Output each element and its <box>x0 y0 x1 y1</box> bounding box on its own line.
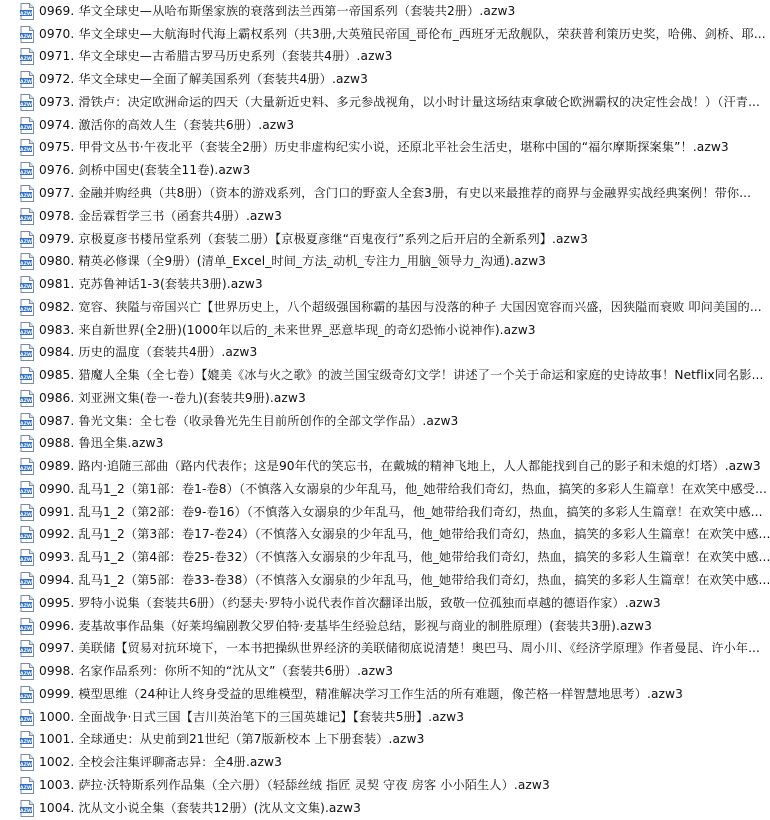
file-row[interactable] <box>0 319 749 342</box>
azw3-file-icon <box>20 299 34 316</box>
azw3-file-icon <box>20 481 34 498</box>
icon-text: AZW <box>20 421 32 427</box>
file-name: 0973. 滑铁卢：决定欧洲命运的四天（大量新近史料、多元参战视角，以小时计量这场结束拿破仑欧洲霸权的决定性会战！）（汗青... <box>39 94 760 109</box>
file-row[interactable] <box>0 433 749 456</box>
file-row[interactable] <box>0 250 749 273</box>
azw3-file-icon <box>20 640 34 657</box>
azw3-file-icon <box>20 3 34 20</box>
file-row[interactable] <box>0 387 749 410</box>
file-name: 0991. 乱马1_2（第2部：卷9-卷16）（不慎落入女溺泉的少年乱马，他_她带给我们奇幻，热血，搞笑的多彩人生篇章！在欢笑中感... <box>39 504 763 519</box>
file-row[interactable] <box>0 137 749 160</box>
file-name: 1001. 全球通史：从史前到21世纪（第7版新校本 上下册套装）.azw3 <box>39 732 425 747</box>
file-name: 0989. 路内·追随三部曲（路内代表作；这是90年代的笑忘书，在戴城的精神飞地上，人人都能找到自己的影子和未熄的灯塔）.azw3 <box>39 459 761 474</box>
azw3-file-icon <box>20 367 34 384</box>
file-row[interactable] <box>0 637 760 660</box>
icon-text: AZW <box>20 307 32 313</box>
icon-text: AZW <box>20 398 32 404</box>
azw3-file-icon <box>20 777 34 794</box>
azw3-file-icon <box>20 162 34 179</box>
icon-text: AZW <box>20 649 32 655</box>
file-name: 0984. 历史的温度（套装共4册）.azw3 <box>39 345 258 360</box>
azw3-file-icon <box>20 754 34 771</box>
azw3-file-icon <box>20 276 34 293</box>
icon-text: AZW <box>20 148 32 154</box>
file-row[interactable] <box>0 23 766 46</box>
azw3-file-icon <box>20 800 34 817</box>
file-row[interactable] <box>0 478 768 501</box>
azw3-file-icon <box>20 231 34 248</box>
icon-text: AZW <box>20 763 32 769</box>
file-row[interactable] <box>0 410 749 433</box>
file-name: 0985. 猎魔人全集（全七卷）【媲美《冰与火之歌》的波兰国宝级奇幻文学！讲述了一个关于命运和家庭的史诗故事！Netflix同名影... <box>39 368 764 383</box>
icon-text: AZW <box>20 467 32 473</box>
icon-text: AZW <box>20 808 32 814</box>
file-name: 0975. 甲骨文丛书·午夜北平（套装全2册）历史非虚构纪实小说，还原北平社会生活史，堪称中国的“福尔摩斯探案集”！.azw3 <box>39 140 729 155</box>
icon-text: AZW <box>20 239 32 245</box>
azw3-file-icon <box>20 71 34 88</box>
azw3-file-icon <box>20 709 34 726</box>
file-row[interactable] <box>0 797 749 820</box>
icon-text: AZW <box>20 80 32 86</box>
file-row[interactable] <box>0 546 770 569</box>
file-row[interactable] <box>0 114 749 137</box>
azw3-file-icon <box>20 117 34 134</box>
file-name: 0971. 华文全球史—古希腊古罗马历史系列（套装共4册）.azw3 <box>39 49 393 64</box>
file-name: 0987. 鲁光文集：全七卷（收录鲁光先生目前所创作的全部文学作品）.azw3 <box>39 413 459 428</box>
file-name: 0982. 宽容、狭隘与帝国兴亡【世界历史上，八个超级强国称霸的基因与没落的种子 大国因宽容而兴盛，因狭隘而衰败 叩问美国的... <box>39 299 762 314</box>
icon-text: AZW <box>20 102 32 108</box>
file-row[interactable] <box>0 273 749 296</box>
azw3-file-icon <box>20 618 34 635</box>
icon-text: AZW <box>20 262 32 268</box>
file-name: 0979. 京极夏彦书楼吊堂系列（套装二册）【京极夏彦继“百鬼夜行”系列之后开启的全新系列】.azw3 <box>39 231 588 246</box>
file-row[interactable] <box>0 455 761 478</box>
file-name: 0986. 刘亚洲文集(卷一-卷九)(套装共9册).azw3 <box>39 390 306 405</box>
file-row[interactable] <box>0 364 764 387</box>
file-row[interactable] <box>0 774 749 797</box>
file-name: 0998. 名家作品系列：你所不知的“沈从文”（套装共6册）.azw3 <box>39 664 394 679</box>
file-row[interactable] <box>0 592 749 615</box>
file-name: 1004. 沈从文小说全集（套装共12册）(沈从文文集).azw3 <box>39 800 361 815</box>
file-name: 1002. 全校会注集评聊斋志异：全4册.azw3 <box>39 755 282 770</box>
icon-text: AZW <box>20 444 32 450</box>
file-row[interactable] <box>0 296 762 319</box>
azw3-file-icon <box>20 344 34 361</box>
icon-text: AZW <box>20 535 32 541</box>
icon-text: AZW <box>20 558 32 564</box>
icon-text: AZW <box>20 603 32 609</box>
azw3-file-icon <box>20 94 34 111</box>
file-row[interactable] <box>0 159 749 182</box>
file-row[interactable] <box>0 615 749 638</box>
file-row[interactable] <box>0 91 760 114</box>
file-name: 0981. 克苏鲁神话1-3(套装共3册).azw3 <box>39 277 263 292</box>
azw3-file-icon <box>20 208 34 225</box>
file-name: 0999. 模型思维（24种让人终身受益的思维模型，精准解决学习工作生活的所有难题，像芒格一样智慧地思考）.azw3 <box>39 686 683 701</box>
file-name: 0996. 麦基故事作品集（好莱坞编剧教父罗伯特·麦基毕生经验总结，影视与商业的制胜原理）(套装共3册).azw3 <box>39 618 652 633</box>
file-row[interactable] <box>0 341 749 364</box>
file-name: 0978. 金岳霖哲学三书（函套共4册）.azw3 <box>39 208 282 223</box>
icon-text: AZW <box>20 512 32 518</box>
file-name: 0980. 精英必修课（全9册）(清单_Excel_时间_方法_动机_专注力_用脑_领导力_沟通).azw3 <box>39 254 546 269</box>
icon-text: AZW <box>20 193 32 199</box>
azw3-file-icon <box>20 390 34 407</box>
icon-text: AZW <box>20 171 32 177</box>
azw3-file-icon <box>20 139 34 156</box>
azw3-file-icon <box>20 435 34 452</box>
icon-text: AZW <box>20 717 32 723</box>
file-row[interactable] <box>0 501 763 524</box>
file-row[interactable] <box>0 751 749 774</box>
azw3-file-icon <box>20 253 34 270</box>
azw3-file-icon <box>20 526 34 543</box>
file-row[interactable] <box>0 46 749 69</box>
icon-text: AZW <box>20 57 32 63</box>
azw3-file-icon <box>20 663 34 680</box>
azw3-file-icon <box>20 686 34 703</box>
azw3-file-icon <box>20 572 34 589</box>
azw3-file-icon <box>20 504 34 521</box>
file-name: 0976. 剑桥中国史(套装全11卷).azw3 <box>39 163 251 178</box>
file-row[interactable] <box>0 68 749 91</box>
file-row[interactable] <box>0 182 752 205</box>
icon-text: AZW <box>20 671 32 677</box>
file-name: 0969. 华文全球史—从哈布斯堡家族的衰落到法兰西第一帝国系列（套装共2册）.azw3 <box>39 3 516 18</box>
file-row[interactable] <box>0 729 749 752</box>
azw3-file-icon <box>20 549 34 566</box>
azw3-file-icon <box>20 458 34 475</box>
icon-text: AZW <box>20 284 32 290</box>
icon-text: AZW <box>20 376 32 382</box>
file-name: 0988. 鲁迅全集.azw3 <box>39 436 164 451</box>
azw3-file-icon <box>20 731 34 748</box>
azw3-file-icon <box>20 595 34 612</box>
file-row[interactable] <box>0 706 749 729</box>
azw3-file-icon <box>20 322 34 339</box>
icon-text: AZW <box>20 580 32 586</box>
icon-text: AZW <box>20 216 32 222</box>
azw3-file-icon <box>20 48 34 65</box>
file-row[interactable] <box>0 205 749 228</box>
file-name: 0983. 来自新世界(全2册)(1000年以后的_未来世界_恶意毕现_的奇幻恐怖小说神作).azw3 <box>39 322 536 337</box>
file-row[interactable] <box>0 524 770 547</box>
file-name: 1003. 萨拉·沃特斯系列作品集（全六册）（轻舔丝绒 指匠 灵契 守夜 房客 小小陌生人）.azw3 <box>39 777 550 792</box>
icon-text: AZW <box>20 11 32 17</box>
azw3-file-icon <box>20 413 34 430</box>
file-row[interactable] <box>0 683 749 706</box>
file-name: 0994. 乱马1_2（第5部：卷33-卷38）（不慎落入女溺泉的少年乱马，他_她带给我们奇幻，热血，搞笑的多彩人生篇章！在欢笑中感... <box>39 573 770 588</box>
file-row[interactable] <box>0 228 749 251</box>
icon-text: AZW <box>20 330 32 336</box>
file-name: 0993. 乱马1_2（第4部：卷25-卷32）（不慎落入女溺泉的少年乱马，他_她带给我们奇幻，热血，搞笑的多彩人生篇章！在欢笑中感... <box>39 550 770 565</box>
file-name: 0995. 罗特小说集（套装共6册）（约瑟夫·罗特小说代表作首次翻译出版，致敬一位孤独而卓越的德语作家）.azw3 <box>39 595 661 610</box>
file-name: 0974. 激活你的高效人生（套装共6册）.azw3 <box>39 117 295 132</box>
file-name: 0990. 乱马1_2（第1部：卷1-卷8）（不慎落入女溺泉的少年乱马，他_她带给我们奇幻，热血，搞笑的多彩人生篇章！在欢笑中感受... <box>39 481 768 496</box>
icon-text: AZW <box>20 34 32 40</box>
file-name: 0997. 美联储【贸易对抗环境下，一本书把操纵世界经济的美联储彻底说清楚！奥巴马、周小川、《经济学原理》作者曼昆、许小年... <box>39 641 760 656</box>
icon-text: AZW <box>20 694 32 700</box>
file-row[interactable] <box>0 0 749 23</box>
file-name: 0972. 华文全球史—全面了解美国系列（套装共4册）.azw3 <box>39 72 368 87</box>
file-name: 1000. 全面战争·日式三国【吉川英治笔下的三国英雄记】【套装共5册】.azw3 <box>39 709 465 724</box>
icon-text: AZW <box>20 626 32 632</box>
file-row[interactable] <box>0 569 770 592</box>
file-name: 0977. 金融并购经典（共8册）（资本的游戏系列，含门口的野蛮人全套3册，有史以来最推荐的商界与金融界实战经典案例！带你... <box>39 186 752 200</box>
file-row[interactable] <box>0 660 749 683</box>
azw3-file-icon <box>20 26 34 43</box>
icon-text: AZW <box>20 125 32 131</box>
icon-text: AZW <box>20 785 32 791</box>
icon-text: AZW <box>20 353 32 359</box>
azw3-file-icon <box>20 185 34 202</box>
icon-text: AZW <box>20 489 32 495</box>
icon-text: AZW <box>20 740 32 746</box>
file-name: 0970. 华文全球史—大航海时代海上霸权系列（共3册,大英殖民帝国_哥伦布_西班牙无敌舰队，荣获普利策历史奖，哈佛、剑桥、耶... <box>39 26 766 41</box>
file-name: 0992. 乱马1_2（第3部：卷17-卷24）（不慎落入女溺泉的少年乱马，他_她带给我们奇幻，热血，搞笑的多彩人生篇章！在欢笑中感... <box>39 527 770 542</box>
